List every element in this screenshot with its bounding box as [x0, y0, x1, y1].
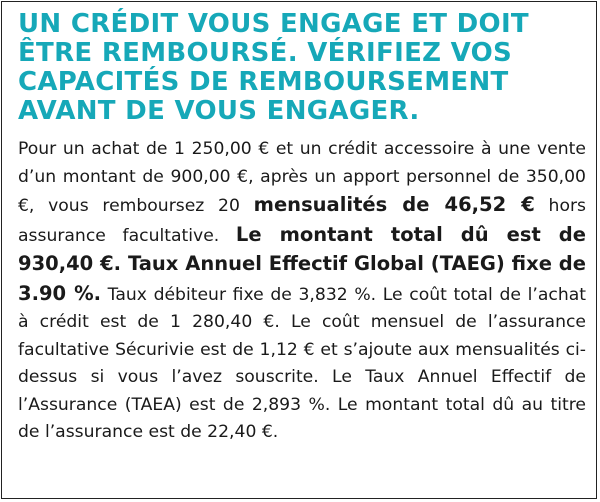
credit-terms-text-2: hors assurance facultative. — [18, 196, 586, 246]
credit-terms-paragraph — [18, 136, 586, 447]
monthly-payments-bold: mensualités de 46,52 € — [253, 193, 535, 216]
legal-notice-box — [1, 1, 597, 499]
total-due-taeg-bold: Le montant total dû est de 930,40 €. Taux Annuel Effectif Global (TAEG) fixe de 3.90 %. — [18, 222, 586, 305]
warning-headline: UN CRÉDIT VOUS ENGAGE ET DOIT ÊTRE REMBOURSÉ. VÉRIFIEZ VOS CAPACITÉS DE REMBOURSEMENT AVANT DE VOUS ENGAGER. — [18, 9, 529, 126]
credit-terms-text-1: Pour un achat de 1 250,00 € et un crédit accessoire à une vente d’un montant de 900,00 €, après un apport personnel de 350,00 €, vous remboursez 20 — [18, 139, 586, 216]
credit-terms-text-3: Taux débiteur fixe de 3,832 %. Le coût total de l’achat à crédit est de 1 280,40 €. Le coût mensuel de l’assurance facultative Sécurivie est de 1,12 € et s’ajoute aux mensualités ci-dessus si vous l’avez souscrite. Le Taux Annuel Effectif de l’Assurance (TAEA) est de 2,893 %. Le montant total dû au titre de l’assurance est de 22,40 €. — [18, 284, 586, 442]
